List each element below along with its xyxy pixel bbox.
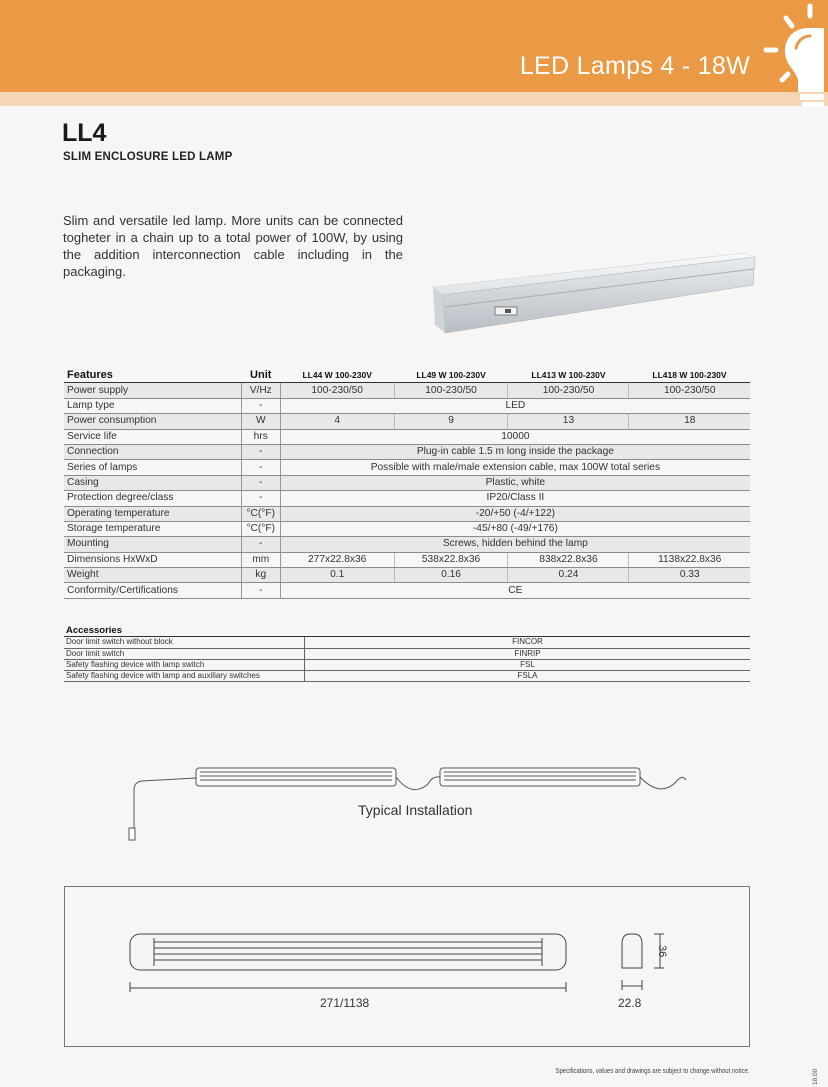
spec-feature: Operating temperature — [64, 506, 241, 521]
spec-feature: Dimensions HxWxD — [64, 552, 241, 567]
spec-feature: Mounting — [64, 537, 241, 552]
spec-value: Plastic, white — [280, 475, 750, 490]
spec-value: 538x22.8x36 — [394, 552, 508, 567]
spec-row-service-life — [64, 429, 750, 444]
spec-value: -45/+80 (-49/+176) — [280, 521, 750, 536]
light-bulb-icon — [738, 0, 828, 110]
spec-feature: Connection — [64, 444, 241, 459]
spec-value: Possible with male/male extension cable, max 100W total series — [280, 460, 750, 475]
page-title: LED Lamps 4 - 18W — [519, 52, 750, 80]
spec-unit: mm — [241, 552, 280, 567]
spec-value: LED — [280, 398, 750, 413]
header-strip — [0, 92, 828, 106]
features-header: Features — [64, 368, 241, 383]
spec-unit: - — [241, 475, 280, 490]
height-dimension: 36 — [656, 945, 668, 958]
spec-value: 18 — [629, 414, 750, 429]
spec-feature: Power supply — [64, 383, 241, 398]
product-code: LL4 — [62, 119, 107, 147]
accessory-ref: FSLA — [305, 671, 751, 682]
spec-row-protection — [64, 491, 750, 506]
spec-value: Plug-in cable 1.5 m long inside the package — [280, 444, 750, 459]
accessory-name: Safety flashing device with lamp and auxiliary switches — [64, 671, 305, 682]
spec-unit: - — [241, 537, 280, 552]
product-description: Slim and versatile led lamp. More units can be connected togheter in a chain up to a total power of 100W, by using the addition interconnection cable including in the packaging. — [63, 213, 403, 279]
spec-feature: Lamp type — [64, 398, 241, 413]
spec-value: 0.1 — [280, 568, 394, 583]
spec-row-casing — [64, 475, 750, 490]
specifications-table — [64, 368, 750, 599]
spec-feature: Casing — [64, 475, 241, 490]
spec-row-certifications — [64, 583, 750, 598]
spec-row-mounting — [64, 537, 750, 552]
spec-row-dimensions — [64, 552, 750, 567]
spec-unit: - — [241, 460, 280, 475]
product-subtitle: SLIM ENCLOSURE LED LAMP — [63, 151, 233, 163]
spec-value: IP20/Class II — [280, 491, 750, 506]
unit-header: Unit — [241, 368, 280, 383]
spec-row-storage-temp — [64, 521, 750, 536]
spec-value: 838x22.8x36 — [508, 552, 629, 567]
spec-row-series — [64, 460, 750, 475]
spec-unit: V/Hz — [241, 383, 280, 398]
model-header-ll413: LL413 W 100-230V — [508, 368, 629, 383]
spec-feature: Weight — [64, 568, 241, 583]
accessory-row — [64, 637, 750, 648]
spec-header-row — [64, 368, 750, 383]
accessories-table — [64, 626, 750, 682]
spec-feature: Protection degree/class — [64, 491, 241, 506]
spec-feature: Conformity/Certifications — [64, 583, 241, 598]
spec-feature: Storage temperature — [64, 521, 241, 536]
spec-row-power-consumption — [64, 414, 750, 429]
width-dimension: 22.8 — [618, 996, 642, 1010]
footer-disclaimer: Specifications, values and drawings are subject to change without notice. — [555, 1066, 750, 1075]
accessory-name: Safety flashing device with lamp switch — [64, 659, 305, 670]
spec-row-lamp-type — [64, 398, 750, 413]
accessory-ref: FINRIP — [305, 648, 751, 659]
dimension-drawing — [64, 886, 750, 1047]
accessories-title: Accessories — [64, 626, 750, 637]
spec-unit: - — [241, 398, 280, 413]
accessory-row — [64, 671, 750, 682]
model-header-ll418: LL418 W 100-230V — [629, 368, 750, 383]
spec-value: 0.33 — [629, 568, 750, 583]
document-code: 18.00 — [812, 1068, 819, 1085]
spec-value: 100-230/50 — [280, 383, 394, 398]
spec-unit: kg — [241, 568, 280, 583]
spec-unit: - — [241, 583, 280, 598]
spec-row-power-supply — [64, 383, 750, 398]
spec-value: 1138x22.8x36 — [629, 552, 750, 567]
accessory-ref: FINCOR — [305, 637, 751, 648]
lamp-product-image — [425, 245, 765, 345]
spec-unit: - — [241, 444, 280, 459]
spec-value: 277x22.8x36 — [280, 552, 394, 567]
spec-value: -20/+50 (-4/+122) — [280, 506, 750, 521]
accessory-row — [64, 648, 750, 659]
spec-unit: °C(°F) — [241, 506, 280, 521]
spec-value: 9 — [394, 414, 508, 429]
spec-row-operating-temp — [64, 506, 750, 521]
spec-value: 13 — [508, 414, 629, 429]
spec-value: 10000 — [280, 429, 750, 444]
accessories-header-row — [64, 626, 750, 637]
spec-value: 0.24 — [508, 568, 629, 583]
spec-value: 100-230/50 — [629, 383, 750, 398]
model-header-ll44: LL44 W 100-230V — [280, 368, 394, 383]
spec-value: 100-230/50 — [394, 383, 508, 398]
spec-value: 4 — [280, 414, 394, 429]
spec-value: CE — [280, 583, 750, 598]
spec-unit: W — [241, 414, 280, 429]
length-dimension: 271/1138 — [320, 996, 370, 1010]
spec-value: Screws, hidden behind the lamp — [280, 537, 750, 552]
spec-value: 0.16 — [394, 568, 508, 583]
spec-unit: hrs — [241, 429, 280, 444]
spec-feature: Series of lamps — [64, 460, 241, 475]
spec-unit: °C(°F) — [241, 521, 280, 536]
spec-row-weight — [64, 568, 750, 583]
spec-feature: Service life — [64, 429, 241, 444]
installation-label: Typical Installation — [358, 802, 473, 818]
spec-feature: Power consumption — [64, 414, 241, 429]
accessory-row — [64, 659, 750, 670]
model-header-ll49: LL49 W 100-230V — [394, 368, 508, 383]
spec-row-connection — [64, 444, 750, 459]
accessory-ref: FSL — [305, 659, 751, 670]
spec-unit: - — [241, 491, 280, 506]
spec-value: 100-230/50 — [508, 383, 629, 398]
accessory-name: Door limit switch without block — [64, 637, 305, 648]
accessory-name: Door limit switch — [64, 648, 305, 659]
